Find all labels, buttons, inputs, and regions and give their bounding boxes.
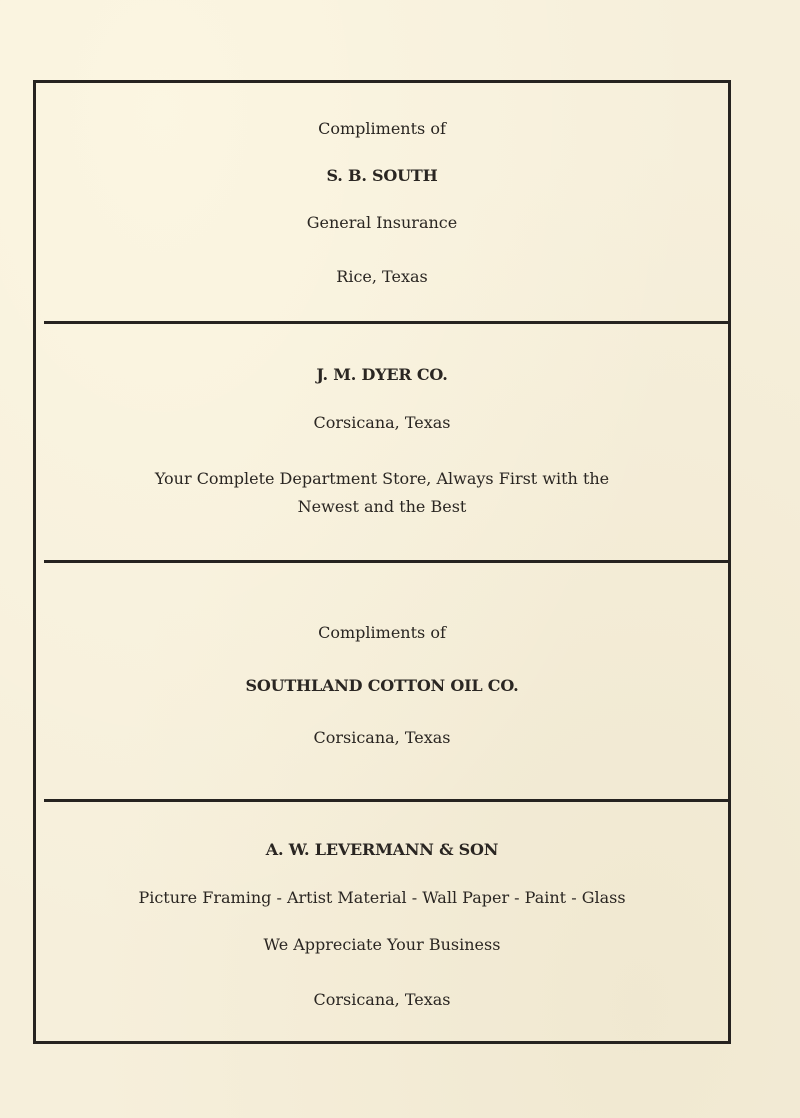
divider-3 — [44, 799, 728, 802]
ad1-location: Rice, Texas — [336, 267, 428, 286]
ad3-intro: Compliments of — [318, 623, 446, 642]
ad3-company-name: SOUTHLAND COTTON OIL CO. — [245, 676, 519, 695]
ad4-company-name: A. W. LEVERMANN & SON — [265, 840, 499, 859]
ad3-location: Corsicana, Texas — [313, 728, 451, 747]
ad2-slogan-line-2: Newest and the Best — [297, 497, 467, 516]
ad4-location: Corsicana, Texas — [313, 990, 451, 1009]
ad4-tagline: We Appreciate Your Business — [263, 935, 501, 954]
ad4-products: Picture Framing - Artist Material - Wall Paper - Paint - Glass — [138, 888, 626, 907]
divider-2 — [44, 560, 728, 563]
ad2-location: Corsicana, Texas — [313, 413, 451, 432]
ad1-company-name: S. B. SOUTH — [326, 166, 438, 185]
divider-1 — [44, 321, 728, 324]
ad2-company-name: J. M. DYER CO. — [316, 365, 448, 384]
ad-frame — [33, 80, 731, 1044]
ad1-business-type: General Insurance — [306, 213, 458, 232]
ad1-intro: Compliments of — [318, 119, 446, 138]
ad2-slogan-line-1: Your Complete Department Store, Always First with the — [154, 469, 610, 488]
